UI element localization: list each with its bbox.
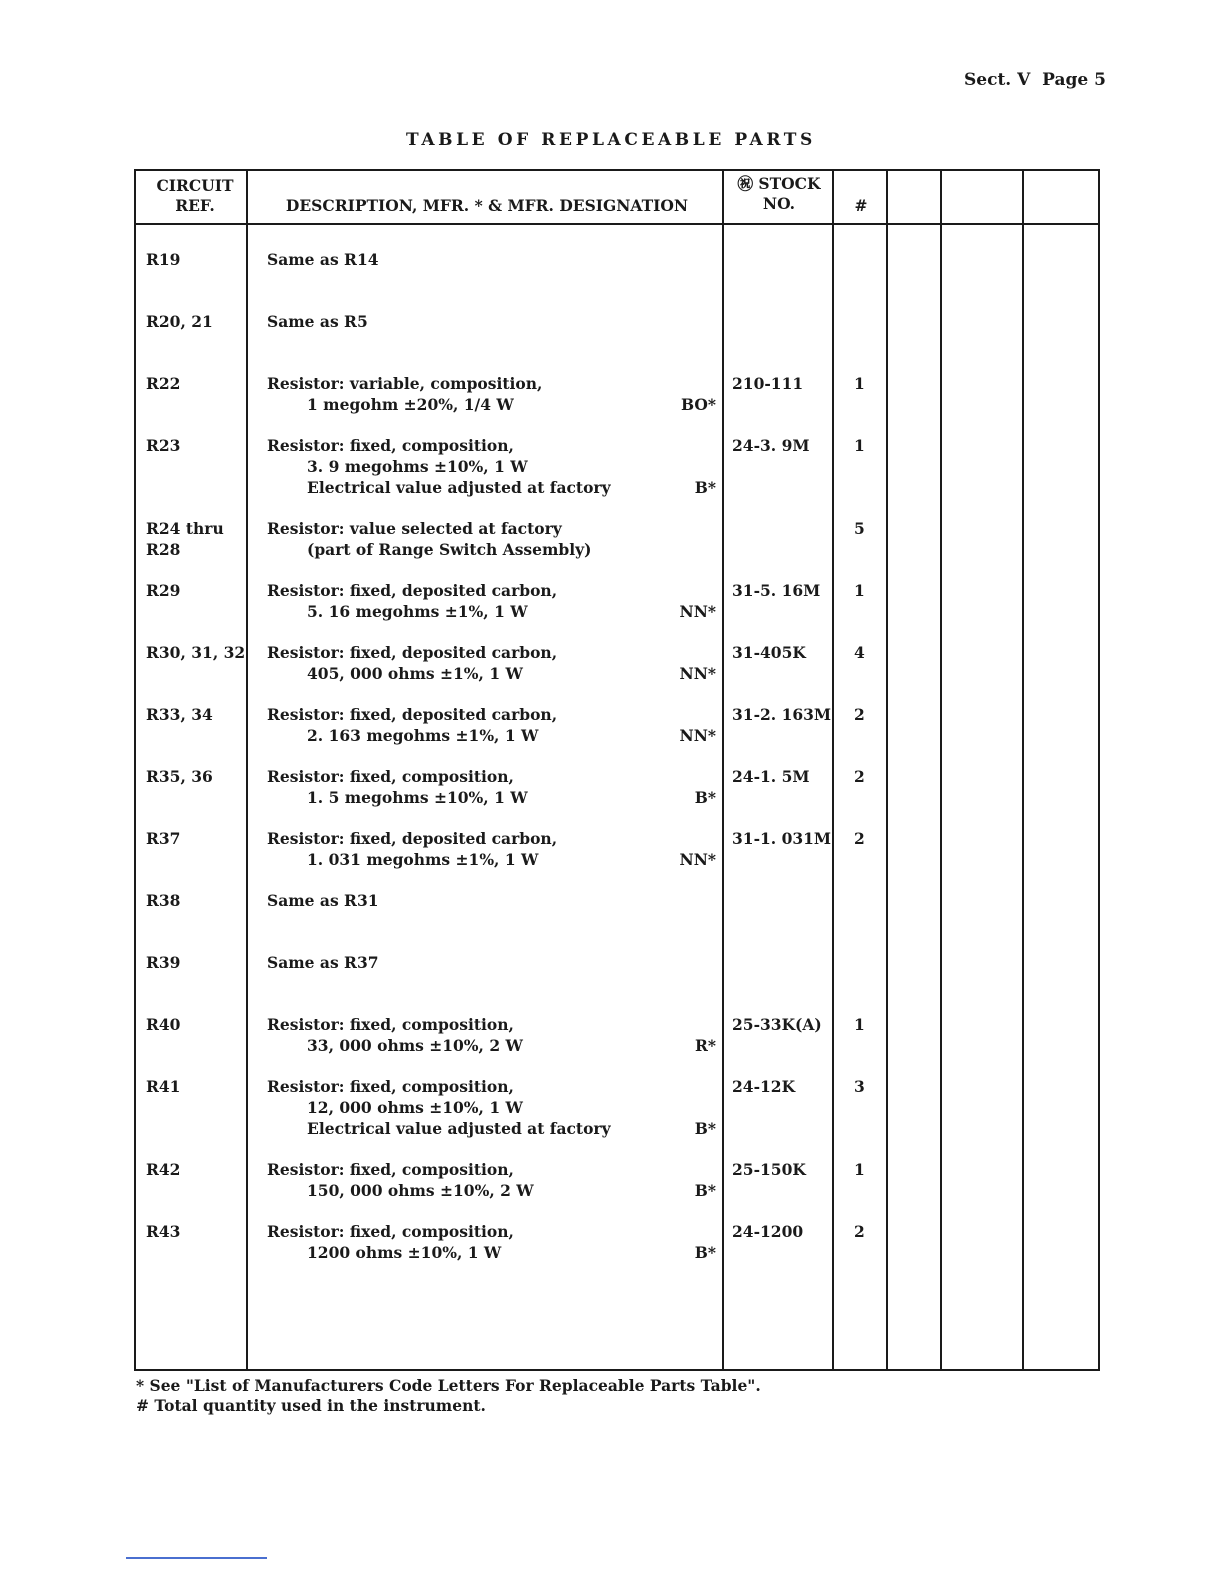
stock-number: 24-3. 9M (732, 436, 810, 455)
circuit-ref: R22 (146, 374, 181, 393)
header-quantity: # (854, 196, 868, 215)
manufacturer-code: B* (694, 478, 716, 497)
description-line: 1. 031 megohms ±1%, 1 W (307, 850, 539, 869)
header-stock-no: ㊗ STOCK NO. (737, 174, 821, 213)
quantity: 1 (854, 436, 865, 455)
manufacturer-code: NN* (679, 602, 716, 621)
description-line: Resistor: fixed, deposited carbon, (267, 829, 558, 848)
circuit-ref: R40 (146, 1015, 181, 1034)
quantity: 2 (854, 829, 865, 848)
manufacturer-code: R* (695, 1036, 716, 1055)
manufacturer-code: NN* (679, 850, 716, 869)
quantity: 1 (854, 374, 865, 393)
stock-number: 24-12K (732, 1077, 796, 1096)
description-line: 2. 163 megohms ±1%, 1 W (307, 726, 539, 745)
description-line: 405, 000 ohms ±1%, 1 W (307, 664, 523, 683)
description-line: 1200 ohms ±10%, 1 W (307, 1243, 502, 1262)
description-line: Resistor: value selected at factory (267, 519, 562, 538)
description-line: Resistor: fixed, deposited carbon, (267, 581, 558, 600)
column-divider (940, 171, 942, 1369)
description-line: Same as R5 (267, 312, 368, 331)
manufacturer-code: BO* (681, 395, 716, 414)
quantity: 2 (854, 767, 865, 786)
stock-number: 25-33K(A) (732, 1015, 822, 1034)
column-divider (1022, 171, 1024, 1369)
footnote-quantity: # Total quantity used in the instrument. (136, 1396, 486, 1415)
description-line: 12, 000 ohms ±10%, 1 W (307, 1098, 523, 1117)
circuit-ref: R39 (146, 953, 181, 972)
page-title: TABLE OF REPLACEABLE PARTS (406, 130, 816, 150)
page-reference: Sect. V Page 5 (964, 70, 1106, 90)
circuit-ref: R38 (146, 891, 181, 910)
circuit-ref: R43 (146, 1222, 181, 1241)
manufacturer-code: NN* (679, 726, 716, 745)
description (267, 890, 727, 911)
page-rule (126, 1557, 267, 1559)
description-line: Resistor: fixed, composition, (267, 767, 514, 786)
quantity: 1 (854, 1160, 865, 1179)
description-line: Resistor: fixed, composition, (267, 436, 514, 455)
description-line: Resistor: variable, composition, (267, 374, 543, 393)
description-line: Resistor: fixed, deposited carbon, (267, 643, 558, 662)
column-divider (886, 171, 888, 1369)
description (267, 518, 727, 560)
quantity: 5 (854, 519, 865, 538)
manufacturer-code: NN* (679, 664, 716, 683)
manufacturer-code: B* (694, 1243, 716, 1262)
description-line: 1 megohm ±20%, 1/4 W (307, 395, 514, 414)
stock-number: 31-405K (732, 643, 806, 662)
stock-number: 24-1. 5M (732, 767, 810, 786)
stock-number: 31-5. 16M (732, 581, 821, 600)
description-line: Same as R31 (267, 891, 379, 910)
description-line: Resistor: fixed, deposited carbon, (267, 705, 558, 724)
manufacturer-code: B* (694, 1119, 716, 1138)
quantity: 2 (854, 705, 865, 724)
description-line: 5. 16 megohms ±1%, 1 W (307, 602, 528, 621)
stock-number: 210-111 (732, 374, 804, 393)
circuit-ref: R30, 31, 32 (146, 643, 246, 662)
circuit-ref: R23 (146, 436, 181, 455)
description-line: Same as R14 (267, 250, 379, 269)
parts-table (134, 169, 1100, 1371)
header-divider (136, 223, 1098, 225)
description (267, 311, 727, 332)
stock-number: 24-1200 (732, 1222, 804, 1241)
description-line: Resistor: fixed, composition, (267, 1160, 514, 1179)
circuit-ref: R24 thru R28 (146, 519, 224, 559)
quantity: 1 (854, 581, 865, 600)
description-line: Electrical value adjusted at factory (307, 478, 611, 497)
circuit-ref: R33, 34 (146, 705, 213, 724)
footnote-manufacturers: * See "List of Manufacturers Code Letters For Replaceable Parts Table". (136, 1376, 761, 1395)
manufacturer-code: B* (694, 788, 716, 807)
description-line: 33, 000 ohms ±10%, 2 W (307, 1036, 523, 1055)
description (267, 952, 727, 973)
quantity: 2 (854, 1222, 865, 1241)
manufacturer-code: B* (694, 1181, 716, 1200)
description-line: (part of Range Switch Assembly) (307, 540, 592, 559)
stock-number: 31-1. 031M (732, 829, 832, 848)
circuit-ref: R37 (146, 829, 181, 848)
description-line: 150, 000 ohms ±10%, 2 W (307, 1181, 534, 1200)
circuit-ref: R29 (146, 581, 181, 600)
stock-number: 25-150K (732, 1160, 806, 1179)
description-line: Electrical value adjusted at factory (307, 1119, 611, 1138)
quantity: 4 (854, 643, 865, 662)
stock-number: 31-2. 163M (732, 705, 832, 724)
circuit-ref: R19 (146, 250, 181, 269)
description-line: 3. 9 megohms ±10%, 1 W (307, 457, 528, 476)
quantity: 3 (854, 1077, 865, 1096)
column-divider (832, 171, 834, 1369)
description-line: Resistor: fixed, composition, (267, 1077, 514, 1096)
description-line: Same as R37 (267, 953, 379, 972)
description-line: 1. 5 megohms ±10%, 1 W (307, 788, 528, 807)
description (267, 249, 727, 270)
header-description: DESCRIPTION, MFR. * & MFR. DESIGNATION (285, 196, 689, 215)
description-line: Resistor: fixed, composition, (267, 1222, 514, 1241)
description-line: Resistor: fixed, composition, (267, 1015, 514, 1034)
circuit-ref: R35, 36 (146, 767, 213, 786)
circuit-ref: R20, 21 (146, 312, 213, 331)
circuit-ref: R42 (146, 1160, 181, 1179)
header-circuit-ref: CIRCUIT REF. (156, 176, 234, 215)
quantity: 1 (854, 1015, 865, 1034)
circuit-ref: R41 (146, 1077, 181, 1096)
